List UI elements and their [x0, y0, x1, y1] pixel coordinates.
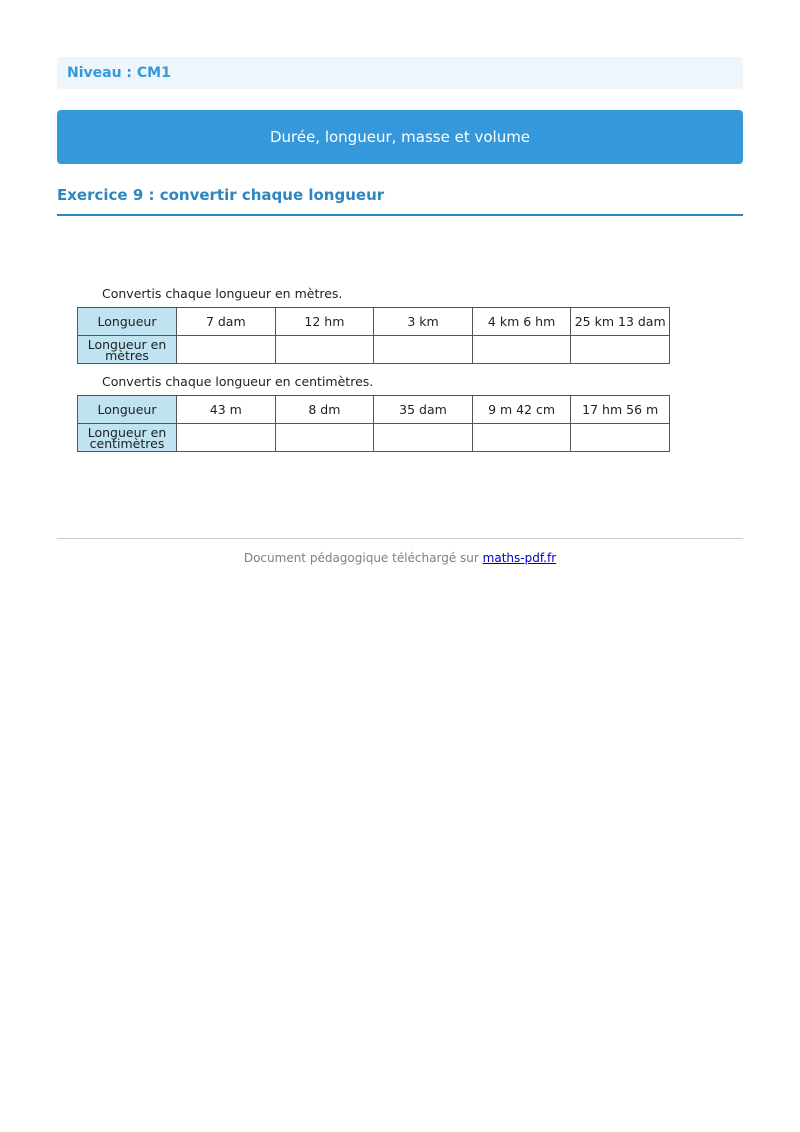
level-label: Niveau : CM1 [57, 57, 743, 89]
answer-cell[interactable] [275, 336, 374, 364]
length-value: 8 dm [275, 396, 374, 424]
table-row [78, 336, 670, 364]
footer-text: Document pédagogique téléchargé sur [243, 551, 479, 565]
length-value: 9 m 42 cm [472, 396, 571, 424]
answer-cell[interactable] [374, 336, 473, 364]
length-value: 25 km 13 dam [571, 308, 670, 336]
footer-link[interactable]: maths-pdf.fr [482, 551, 557, 565]
row-header-answer-line1: Longueur en [87, 424, 167, 440]
conversion-table-meters [77, 307, 670, 364]
topic-banner: Durée, longueur, masse et volume [57, 110, 743, 164]
answer-cell[interactable] [177, 424, 276, 452]
answer-cell[interactable] [374, 424, 473, 452]
row-header-length: Longueur [78, 308, 177, 336]
answer-cell[interactable] [275, 424, 374, 452]
footer [57, 551, 743, 565]
table-row [78, 396, 670, 424]
row-header-answer-line2: centimètres [89, 435, 165, 451]
exercise-image [77, 285, 671, 461]
table-row [78, 308, 670, 336]
conversion-table-centimeters [77, 395, 670, 452]
answer-cell[interactable] [571, 424, 670, 452]
instruction-meters: Convertis chaque longueur en mètres. [102, 286, 343, 301]
footer-divider [57, 538, 743, 539]
row-header-answer [78, 424, 177, 452]
length-value: 12 hm [275, 308, 374, 336]
row-header-answer-line1: Longueur en [87, 336, 167, 352]
answer-cell[interactable] [472, 424, 571, 452]
answer-cell[interactable] [177, 336, 276, 364]
length-value: 4 km 6 hm [472, 308, 571, 336]
table-row [78, 424, 670, 452]
length-value: 3 km [374, 308, 473, 336]
answer-cell[interactable] [472, 336, 571, 364]
row-header-length: Longueur [78, 396, 177, 424]
length-value: 43 m [177, 396, 276, 424]
answer-cell[interactable] [571, 336, 670, 364]
length-value: 7 dam [177, 308, 276, 336]
exercise-title: Exercice 9 : convertir chaque longueur [57, 184, 743, 216]
row-header-answer [78, 336, 177, 364]
length-value: 17 hm 56 m [571, 396, 670, 424]
row-header-answer-line2: mètres [105, 347, 149, 363]
length-value: 35 dam [374, 396, 473, 424]
instruction-centimeters: Convertis chaque longueur en centimètres. [102, 374, 374, 389]
